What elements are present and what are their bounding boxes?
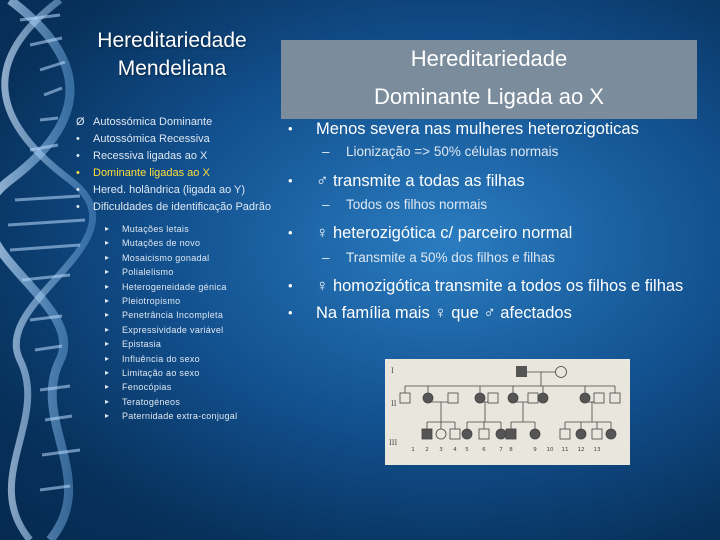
bullet-icon: • — [288, 278, 293, 293]
triangle-bullet-icon: ▸ — [105, 382, 110, 392]
triangle-bullet-icon: ▸ — [105, 224, 110, 233]
list-item-label: Dificuldades de identificação Padrão — [93, 201, 271, 213]
dash-bullet-icon: – — [322, 250, 330, 265]
sub-list-item — [105, 337, 276, 351]
generation-label: III — [389, 439, 398, 447]
sub-item-label: Expressividade variável — [122, 324, 224, 335]
fact-item — [288, 222, 708, 244]
sub-list-item — [105, 236, 276, 250]
individual-number: 12 — [577, 447, 585, 453]
sub-item-label: Polialelismo — [122, 267, 174, 278]
sub-item-label: Teratogéneos — [122, 396, 181, 407]
individual-number: 8 — [509, 447, 513, 453]
individual-number: 9 — [533, 447, 537, 453]
unaffected-female-symbol — [556, 367, 567, 378]
slide-title-line1: Hereditariedade — [410, 46, 568, 71]
fact-subtext: Lionização => 50% células normais — [346, 144, 559, 159]
list-item — [76, 114, 276, 131]
triangle-bullet-icon: ▸ — [105, 238, 110, 248]
sub-list-item — [105, 265, 276, 279]
fact-subitem — [288, 249, 708, 267]
triangle-bullet-icon: ▸ — [105, 310, 110, 320]
fact-text: ♀ heterozigótica c/ parceiro normal — [316, 224, 573, 242]
triangle-bullet-icon: ▸ — [105, 353, 110, 363]
list-item — [76, 182, 276, 199]
sub-item-label: Fenocópias — [122, 382, 172, 393]
list-item-highlighted — [76, 165, 276, 182]
left-title — [62, 27, 282, 83]
slide-title-box — [281, 40, 697, 119]
fact-text: Na família mais ♀ que ♂ afectados — [316, 304, 572, 322]
sub-item-label: Mutações de novo — [122, 238, 201, 249]
list-item-label: Recessiva ligadas ao X — [93, 150, 208, 162]
fact-subtext: Transmite a 50% dos filhos e filhas — [346, 250, 555, 265]
sub-item-label: Epistasia — [122, 339, 162, 350]
fact-item — [288, 170, 708, 192]
sub-item-label: Limitação ao sexo — [122, 368, 200, 379]
triangle-bullet-icon: ▸ — [105, 324, 110, 334]
bullet-icon: • — [76, 167, 80, 179]
individual-number: 6 — [482, 447, 486, 453]
sub-item-label: Mutações letais — [122, 224, 190, 234]
fact-item — [288, 302, 708, 324]
sub-list-item — [105, 294, 276, 308]
fact-text: ♂ transmite a todas as filhas — [316, 172, 525, 190]
bullet-icon: • — [76, 150, 80, 162]
triangle-bullet-icon: ▸ — [105, 368, 110, 378]
individual-number: 4 — [453, 447, 457, 453]
sub-list-item — [105, 395, 276, 409]
sub-list-item — [105, 251, 276, 265]
fact-text: ♀ homozigótica transmite a todos os filhos e filhas — [316, 277, 684, 295]
bullet-icon: • — [76, 133, 80, 145]
sub-item-label: Influência do sexo — [122, 353, 200, 364]
sub-list-item — [105, 308, 276, 322]
individual-number: 11 — [561, 447, 569, 453]
sub-list-item — [105, 380, 276, 394]
individual-number: 2 — [425, 447, 429, 453]
triangle-bullet-icon: ▸ — [105, 281, 110, 291]
triangle-bullet-icon: ▸ — [105, 267, 110, 277]
individual-number: 13 — [593, 447, 601, 453]
generation-label: II — [391, 400, 397, 408]
list-item — [76, 199, 276, 216]
triangle-bullet-icon: ▸ — [105, 396, 110, 406]
bullet-icon: • — [76, 201, 80, 213]
fact-item — [288, 275, 708, 297]
bullet-icon: • — [76, 184, 80, 196]
individual-number: 10 — [546, 447, 554, 453]
sub-list-item — [105, 409, 276, 423]
sub-list-item — [105, 366, 276, 380]
triangle-bullet-icon: ▸ — [105, 339, 110, 349]
affected-male-symbol — [516, 366, 527, 377]
arrow-bullet-icon: Ø — [76, 116, 85, 128]
fact-subtext: Todos os filhos normais — [346, 197, 488, 212]
individual-number: 7 — [499, 447, 503, 453]
x-dominant-facts-list — [288, 118, 708, 324]
sub-list-item — [105, 352, 276, 366]
sub-list-item — [105, 280, 276, 294]
fact-subitem — [288, 143, 708, 161]
sub-item-label: Mosaicismo gonadal — [122, 252, 210, 263]
fact-text: Menos severa nas mulheres heterozigoticas — [316, 120, 639, 138]
individual-number: 1 — [411, 447, 415, 453]
left-title-line2: Mendeliana — [117, 57, 227, 80]
generation-label: I — [391, 367, 394, 375]
list-item — [76, 148, 276, 165]
sub-list-item — [105, 323, 276, 337]
slide-title-line2: Dominante Ligada ao X — [374, 84, 604, 109]
sub-item-label: Pleiotropismo — [122, 296, 181, 307]
difficulties-sublist — [105, 222, 276, 424]
triangle-bullet-icon: ▸ — [105, 411, 110, 421]
sub-list-item — [105, 222, 276, 236]
fact-item — [288, 118, 708, 140]
sub-item-label: Heterogeneidade génica — [122, 281, 227, 292]
dash-bullet-icon: – — [322, 197, 330, 212]
fact-subitem — [288, 196, 708, 214]
list-item-label: Autossómica Dominante — [93, 116, 213, 128]
list-item-label: Autossómica Recessiva — [93, 133, 210, 145]
individual-number: 5 — [465, 447, 469, 453]
individual-number: 3 — [439, 447, 443, 453]
bullet-icon: • — [288, 225, 293, 240]
list-item-label: Hered. holândrica (ligada ao Y) — [93, 184, 246, 196]
bullet-icon: • — [288, 121, 293, 136]
list-item-label: Dominante ligadas ao X — [93, 167, 210, 179]
triangle-bullet-icon: ▸ — [105, 252, 110, 262]
bullet-icon: • — [288, 305, 293, 320]
bullet-icon: • — [288, 173, 293, 188]
triangle-bullet-icon: ▸ — [105, 296, 110, 306]
sub-item-label: Penetrância Incompleta — [122, 310, 224, 321]
pedigree-chart — [385, 359, 630, 465]
dash-bullet-icon: – — [322, 144, 330, 159]
inheritance-types-list — [76, 114, 276, 424]
sub-item-label: Paternidade extra-conjugal — [122, 411, 238, 422]
list-item — [76, 131, 276, 148]
left-title-line1: Hereditariedade — [97, 29, 247, 52]
